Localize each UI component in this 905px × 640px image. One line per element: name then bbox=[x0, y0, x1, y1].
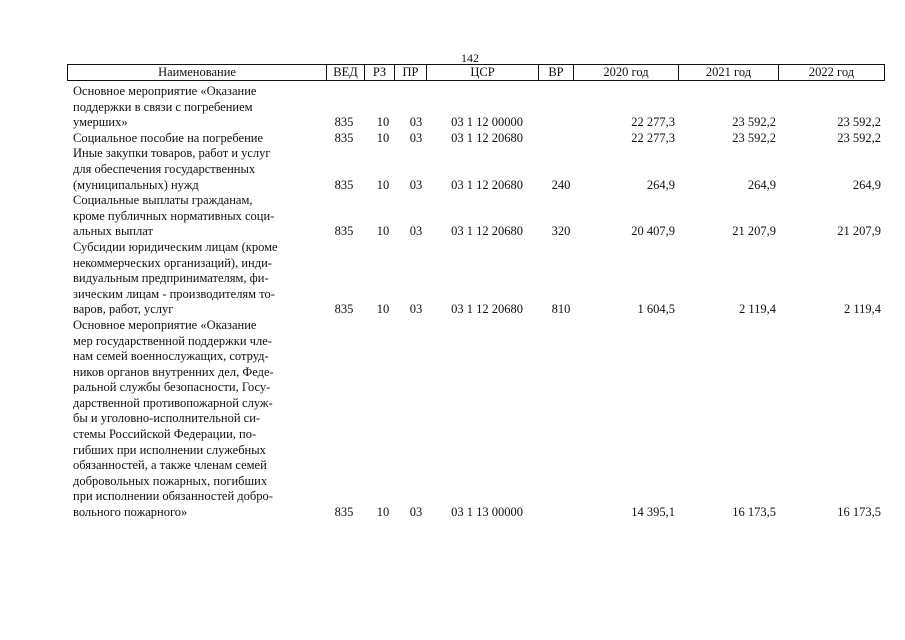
row-name: Субсидии юридическим лицам (кроме некоммерческих организаций), инди- видуальным предпринимателям, фи- зическим лицам - производителям то- варов, работ, услуг bbox=[73, 239, 278, 317]
page-number: 142 bbox=[461, 51, 479, 65]
row-vr: 240 bbox=[551, 177, 571, 192]
row-pr: 03 bbox=[409, 115, 423, 130]
row-2022: 23 592,2 bbox=[837, 130, 881, 145]
row-2020: 22 277,3 bbox=[631, 130, 675, 145]
row-vr: 320 bbox=[551, 224, 571, 239]
row-csr: 03 1 12 20680 bbox=[451, 302, 523, 317]
row-csr: 03 1 12 20680 bbox=[451, 177, 523, 192]
row-2022: 264,9 bbox=[852, 177, 881, 192]
table-row bbox=[0, 84, 905, 131]
row-ved: 835 bbox=[334, 177, 354, 192]
row-rz: 10 bbox=[376, 115, 390, 130]
table-body bbox=[0, 84, 905, 521]
table-row bbox=[0, 193, 905, 240]
row-2022: 21 207,9 bbox=[837, 224, 881, 239]
row-2020: 20 407,9 bbox=[631, 224, 675, 239]
table-row bbox=[0, 318, 905, 521]
row-name: Основное мероприятие «Оказание поддержки в связи с погребением умерших» bbox=[73, 84, 257, 130]
header-rz: РЗ bbox=[364, 65, 394, 80]
row-rz: 10 bbox=[376, 302, 390, 317]
row-csr: 03 1 13 00000 bbox=[451, 505, 523, 520]
row-2022: 23 592,2 bbox=[837, 115, 881, 130]
row-2021: 23 592,2 bbox=[732, 130, 776, 145]
row-pr: 03 bbox=[409, 130, 423, 145]
row-2020: 14 395,1 bbox=[631, 505, 675, 520]
row-ved: 835 bbox=[334, 505, 354, 520]
header-2022: 2022 год bbox=[778, 65, 884, 80]
row-2021: 23 592,2 bbox=[732, 115, 776, 130]
header-name: Наименование bbox=[158, 65, 236, 79]
row-pr: 03 bbox=[409, 177, 423, 192]
row-csr: 03 1 12 20680 bbox=[451, 130, 523, 145]
row-ved: 835 bbox=[334, 115, 354, 130]
header-ved: ВЕД bbox=[326, 65, 364, 80]
row-ved: 835 bbox=[334, 302, 354, 317]
row-pr: 03 bbox=[409, 505, 423, 520]
row-name: Социальные выплаты гражданам, кроме публичных нормативных соци- альных выплат bbox=[73, 193, 275, 239]
header-2020: 2020 год bbox=[573, 65, 678, 80]
table-header bbox=[67, 64, 885, 81]
row-2021: 2 119,4 bbox=[738, 302, 776, 317]
table-row bbox=[0, 240, 905, 318]
header-2021: 2021 год bbox=[678, 65, 778, 80]
header-pr: ПР bbox=[394, 65, 426, 80]
row-csr: 03 1 12 00000 bbox=[451, 115, 523, 130]
row-vr: 810 bbox=[551, 302, 571, 317]
row-csr: 03 1 12 20680 bbox=[451, 224, 523, 239]
row-2021: 264,9 bbox=[747, 177, 776, 192]
row-rz: 10 bbox=[376, 130, 390, 145]
row-2021: 16 173,5 bbox=[732, 505, 776, 520]
row-pr: 03 bbox=[409, 302, 423, 317]
row-rz: 10 bbox=[376, 505, 390, 520]
row-name: Основное мероприятие «Оказание мер государственной поддержки чле- нам семей военнослужащих, сотруд- ников органов внутренних дел, Феде- ральной службы безопасности, Госу- дарственной противопожарной служ- бы и уголовно-исполнительной си- стемы Российской Федерации, по- гибших при исполнении служебных обязанностей, а также членам семей добровольных пожарных, погибших при исполнении обязанностей добро- вольного пожарного» bbox=[73, 317, 274, 520]
row-2022: 2 119,4 bbox=[843, 302, 881, 317]
row-2020: 1 604,5 bbox=[637, 302, 675, 317]
row-ved: 835 bbox=[334, 130, 354, 145]
row-ved: 835 bbox=[334, 224, 354, 239]
row-2021: 21 207,9 bbox=[732, 224, 776, 239]
row-2020: 22 277,3 bbox=[631, 115, 675, 130]
row-rz: 10 bbox=[376, 177, 390, 192]
header-csr: ЦСР bbox=[426, 65, 538, 80]
row-pr: 03 bbox=[409, 224, 423, 239]
row-2020: 264,9 bbox=[646, 177, 675, 192]
table-row bbox=[0, 131, 905, 147]
row-rz: 10 bbox=[376, 224, 390, 239]
row-name: Иные закупки товаров, работ и услуг для обеспечения государственных (муниципальных) нужд bbox=[73, 146, 271, 192]
row-2022: 16 173,5 bbox=[837, 505, 881, 520]
header-vr: ВР bbox=[538, 65, 573, 80]
table-row bbox=[0, 146, 905, 193]
row-name: Социальное пособие на погребение bbox=[73, 130, 263, 145]
